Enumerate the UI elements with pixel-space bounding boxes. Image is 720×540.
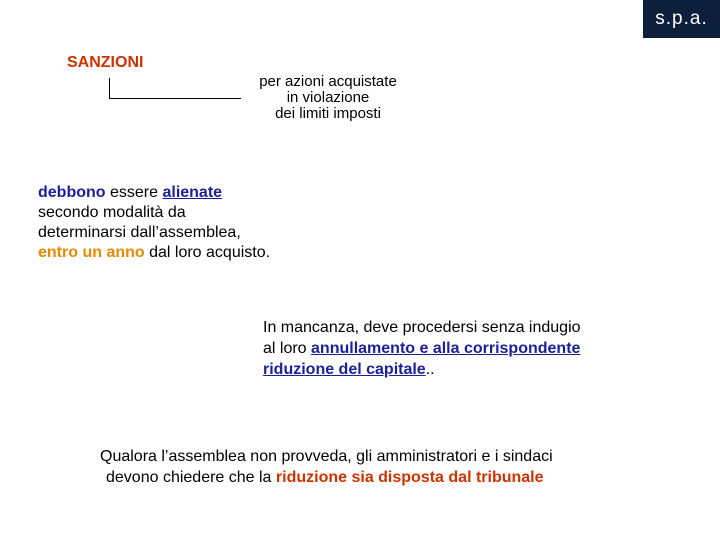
sale-requirement-paragraph — [38, 183, 270, 263]
p1-line-1 — [38, 183, 270, 203]
p1-deadline: entro un anno — [38, 244, 145, 261]
p1-line-3: determinarsi dall’assemblea, — [38, 224, 241, 241]
bracket-connector — [109, 78, 241, 99]
p1-text-end: dal loro acquisto. — [144, 244, 271, 261]
p3-keyword-tribunale: sia disposta dal tribunale — [351, 469, 544, 486]
violation-note — [228, 74, 428, 122]
p2-link-annullamento[interactable]: annullamento e alla corrispondente — [311, 340, 581, 357]
cancellation-paragraph — [263, 317, 581, 380]
p2-line-2 — [263, 338, 581, 359]
note-line-3: dei limiti imposti — [275, 105, 381, 122]
p1-line-4 — [38, 243, 270, 263]
p1-text: essere — [105, 184, 163, 201]
p1-line-2: secondo modalità da — [38, 204, 186, 221]
p3-keyword-riduzione: riduzione — [275, 469, 348, 486]
note-line-2: in violazione — [286, 89, 370, 106]
p2-link-riduzione[interactable]: riduzione del capitale — [263, 361, 426, 378]
p2-line-1: In mancanza, deve procedersi senza indugio — [263, 319, 581, 336]
p2-text-end: .. — [425, 361, 435, 378]
section-title: SANZIONI — [67, 54, 144, 71]
p2-line-3 — [263, 359, 581, 380]
company-type-badge: s.p.a. — [643, 0, 720, 38]
p1-keyword-alienate: alienate — [162, 184, 223, 201]
p3-text: devono chiedere che la — [106, 469, 276, 486]
p2-text: al loro — [263, 340, 312, 357]
p1-keyword-debbono: debbono — [38, 184, 106, 201]
note-line-1: per azioni acquistate — [259, 73, 397, 90]
p3-line-1: Qualora l’assemblea non provveda, gli amministratori e i sindaci — [100, 448, 553, 465]
tribunal-paragraph — [100, 446, 553, 488]
p3-line-2 — [100, 467, 553, 488]
